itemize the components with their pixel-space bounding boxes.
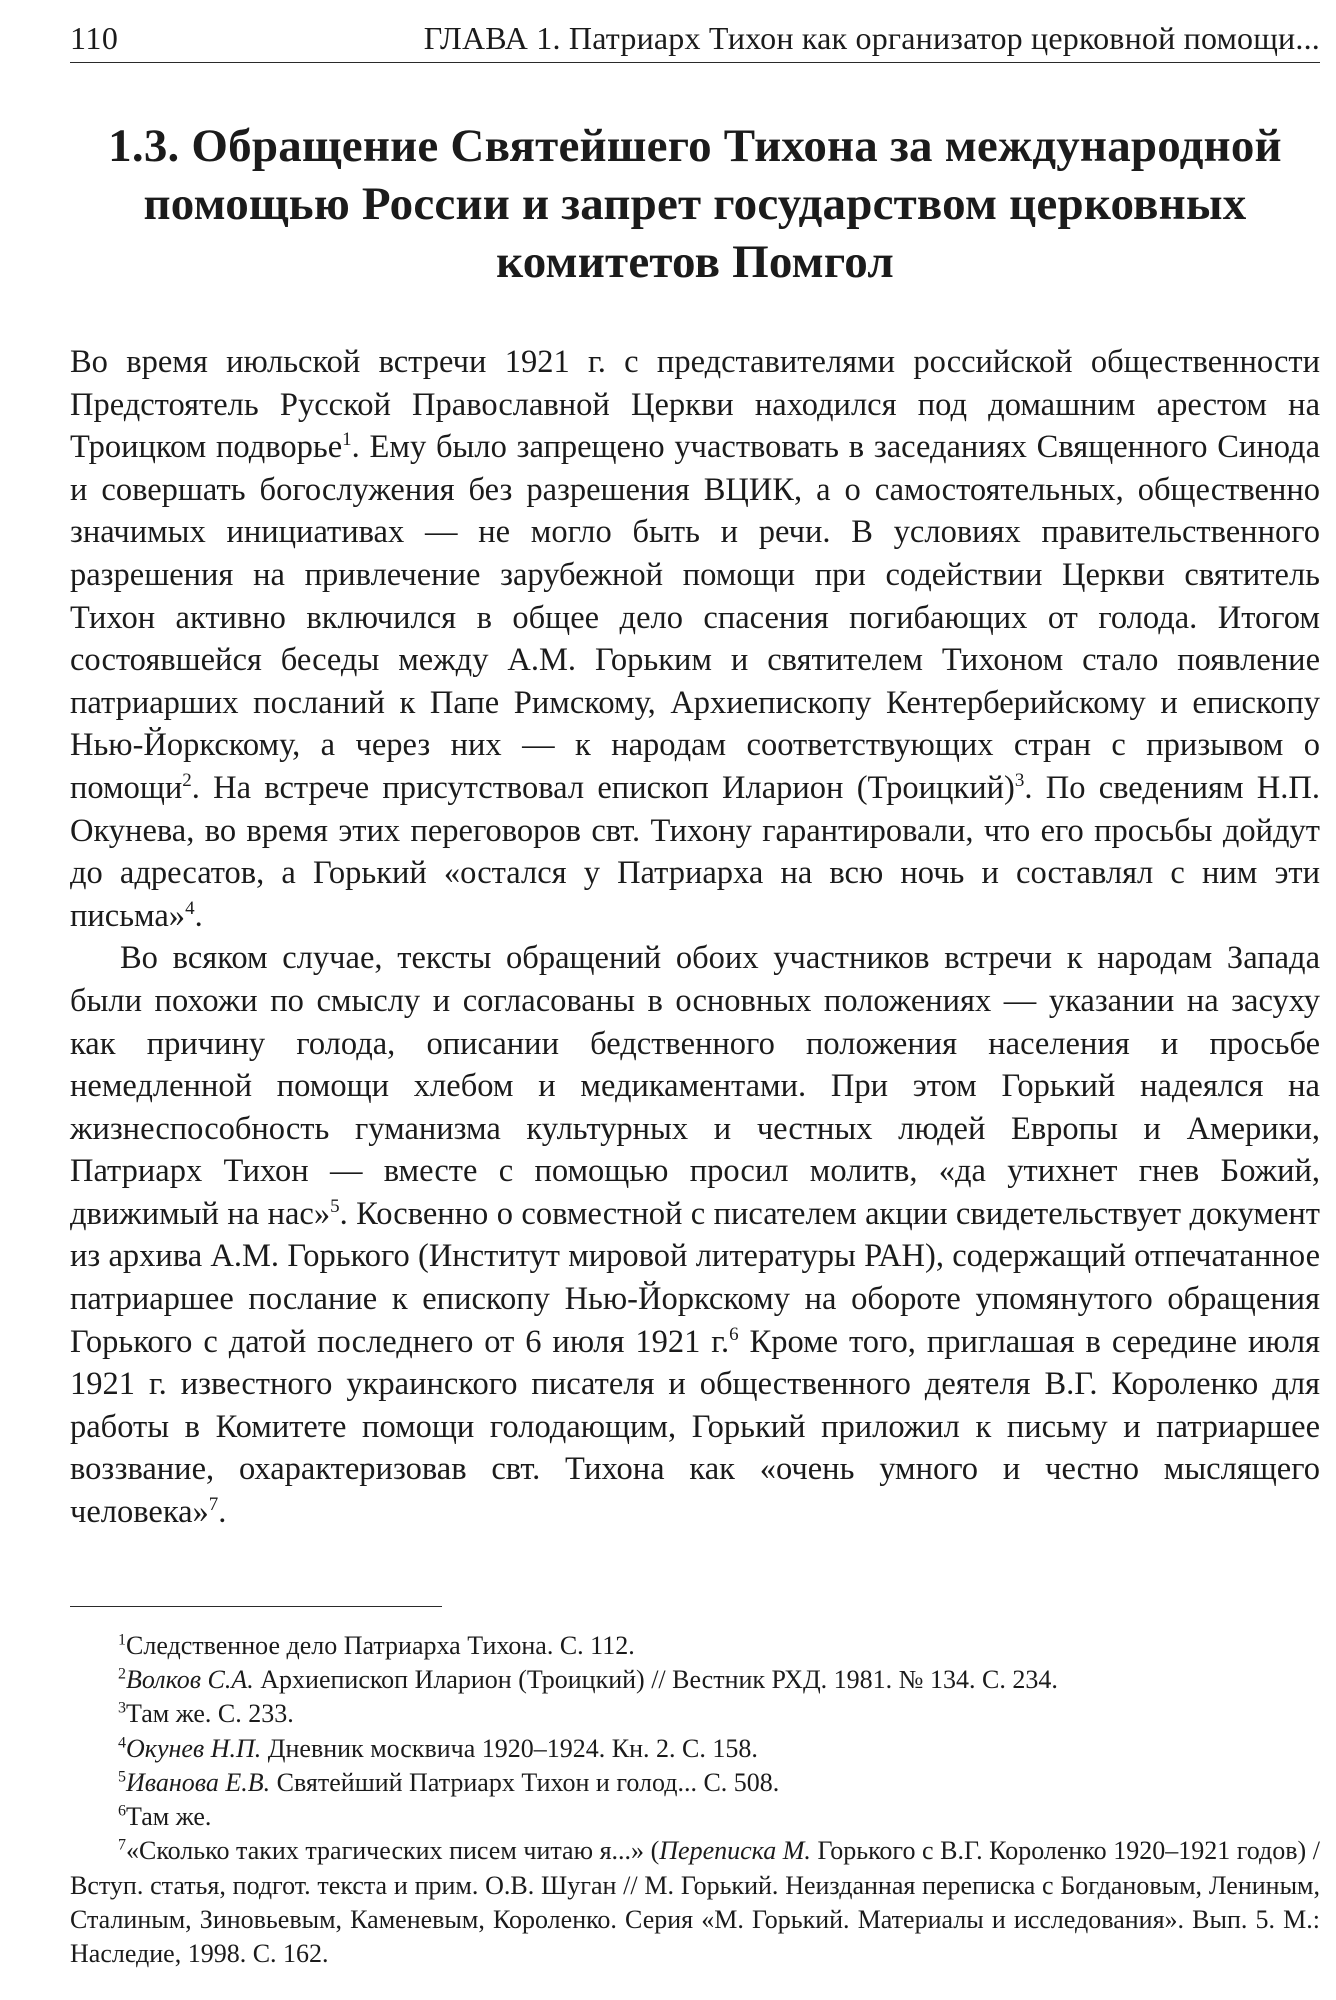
- footnote-ref[interactable]: 6: [729, 1323, 739, 1345]
- section-title: [70, 117, 1320, 291]
- page-number: 110: [70, 20, 119, 56]
- footnote-number: 1: [118, 1630, 126, 1648]
- footnote-number: 2: [118, 1665, 126, 1683]
- text-run: . На встрече присутствовал епископ Иларион (Троицкий): [191, 769, 1015, 806]
- footnote-ref[interactable]: 7: [208, 1494, 219, 1516]
- footnote-4: [70, 1732, 1320, 1766]
- footnote-ref[interactable]: 4: [185, 897, 195, 919]
- text-run: .: [218, 1494, 227, 1531]
- footnote-text: «Сколько таких трагических писем читаю я...» (: [126, 1836, 660, 1866]
- text-run: Кроме того, приглашая в середине июля 1921 г. известного украинского писателя и общественного деятеля В.Г. Короленко для работы в Комитете помощи голодающим, Горький приложил к письму и патриаршее воззвание, охарактеризовав свт. Тихона как «очень умного и честно мыслящего человека»: [70, 1323, 1321, 1531]
- footnote-7: [70, 1834, 1320, 1971]
- footnote-number: 7: [118, 1836, 126, 1854]
- footnote-text: Следственное дело Патриарха Тихона. С. 112.: [126, 1630, 635, 1660]
- footnote-number: 6: [118, 1802, 126, 1820]
- running-header: [70, 18, 1320, 63]
- book-page: [70, 18, 1320, 1988]
- text-run: . Ему было запрещено участвовать в заседаниях Священного Синода и совершать богослужения без разрешения ВЦИК, а о самостоятельных, общественно значимых инициативах — не могло быть и речи. В условиях правительственного разрешения на привлечение зарубежной помощи при содействии Церкви святитель Тихон активно включился в общее дело спасения погибающих от голода. Итогом состоявшейся беседы между А.М. Горьким и святителем Тихоном стало появление патриарших посланий к Папе Римскому, Архиепископу Кентерберийскому и епископу Нью-Йоркскому, а через них — к народам соответствующих стран с призывом о помощи: [70, 429, 1320, 806]
- footnote-author: Иванова Е.В.: [126, 1767, 271, 1797]
- text-run: .: [194, 897, 203, 934]
- footnote-6: [70, 1800, 1320, 1834]
- footnote-5: [70, 1766, 1320, 1800]
- paragraph-1: [70, 341, 1320, 937]
- footnote-text: Горького с В.Г. Короленко 1920–1921 годов) / Вступ. статья, подгот. текста и прим. О.В. Шуган // М. Горький. Неизданная переписка с Богдановым, Лениным, Сталиным, Зиновьевым, Каменевым, Короленко. Серия «М. Горький. Материалы и исследования». Вып. 5. М.: Наследие, 1998. С. 162.: [70, 1836, 1321, 1969]
- body-text: [70, 341, 1320, 1534]
- footnote-3: [70, 1697, 1320, 1731]
- text-run: Во время июльской встречи 1921 г. с представителями российской общественности Предстоятель Русской Православной Церкви находился под домашним арестом на Троицком подворье: [70, 344, 1320, 466]
- footnote-text: Дневник москвича 1920–1924. Кн. 2. С. 158.: [261, 1733, 758, 1763]
- footnotes: [70, 1629, 1320, 1972]
- footnote-ref[interactable]: 3: [1014, 770, 1025, 792]
- footnote-number: 3: [118, 1699, 126, 1717]
- footnote-text: Архиепископ Иларион (Троицкий) // Вестник РХД. 1981. № 134. С. 234.: [253, 1664, 1058, 1694]
- footnote-divider: [70, 1606, 442, 1607]
- footnote-text: Там же. С. 233.: [126, 1699, 294, 1729]
- footnote-ref[interactable]: 1: [342, 429, 352, 451]
- footnote-ref[interactable]: 5: [330, 1196, 340, 1218]
- footnote-author: Окунев Н.П.: [126, 1733, 262, 1763]
- section-title-line: комитетов Помгол: [496, 236, 894, 288]
- footnote-author: Волков С.А.: [126, 1664, 254, 1694]
- footnote-text: Святейший Патриарх Тихон и голод... С. 508.: [270, 1767, 780, 1797]
- text-run: . По сведениям Н.П. Окунева, во время этих переговоров свт. Тихону гарантировали, что его просьбы дойдут до адресатов, а Горький «остался у Патриарха на всю ночь и составлял с ним эти письма»: [70, 769, 1320, 934]
- footnote-ref[interactable]: 2: [182, 770, 192, 792]
- footnote-text: Там же.: [126, 1802, 212, 1832]
- footnote-2: [70, 1663, 1320, 1697]
- footnote-number: 5: [118, 1768, 126, 1786]
- text-run: Во всяком случае, тексты обращений обоих участников встречи к народам Запада были похожи по смыслу и согласованы в основных положениях — указании на засуху как причину голода, описании бедственного положения населения и просьбе немедленной помощи хлебом и медикаментами. При этом Горький надеялся на жизнеспособность гуманизма культурных и честных людей Европы и Америки, Патриарх Тихон — вместе с помощью просил молитв, «да утихнет гнев Божий, движимый на нас»: [70, 940, 1320, 1232]
- chapter-title: ГЛАВА 1. Патриарх Тихон как организатор церковной помощи...: [423, 20, 1320, 56]
- section-title-line: 1.3. Обращение Святейшего Тихона за международной: [108, 120, 1282, 172]
- section-title-line: помощью России и запрет государством церковных: [143, 178, 1247, 230]
- text-run: . Косвенно о совместной с писателем акции свидетельствует документ из архива А.М. Горького (Институт мировой литературы РАН), содержащий отпечатанное патриаршее послание к епископу Нью-Йоркскому на обороте упомянутого обращения Горького с датой последнего от 6 июля 1921 г.: [70, 1195, 1320, 1360]
- paragraph-2: [70, 937, 1320, 1533]
- footnote-number: 4: [118, 1733, 126, 1751]
- footnote-1: [70, 1629, 1320, 1663]
- footnote-author: Переписка М.: [659, 1836, 811, 1866]
